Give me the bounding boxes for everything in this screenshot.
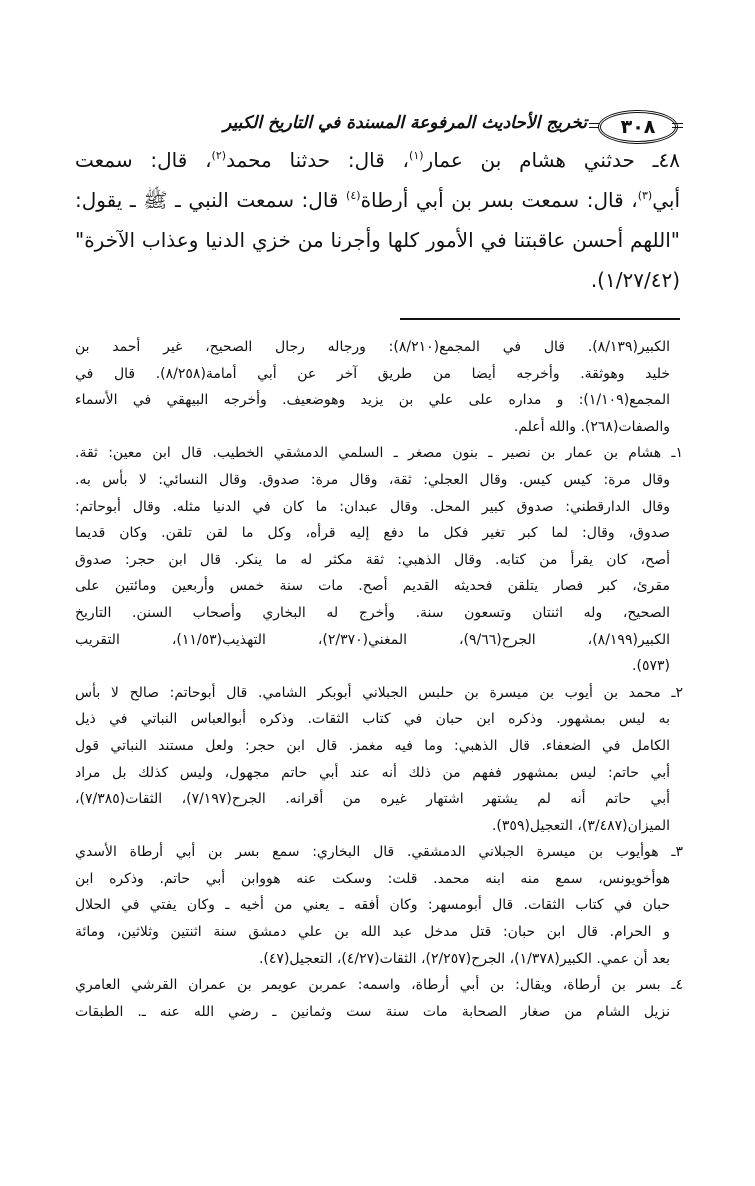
book-title: تخريج الأحاديث المرفوعة المسندة في التاريخ الكبير — [223, 113, 587, 133]
footnote-line: الكبير(٨/١٩٩)، الجرح(٩/٦٦)، المغني(٢/٣٧٠)، التهذيب(١١/٥٣)، التقريب — [75, 631, 670, 648]
footnote-line: الكامل في الضعفاء. قال الذهبي: وما فيه مغمز. قال ابن حجر: ولعل مستند النباتي قول — [75, 737, 670, 754]
footnote-continuation — [75, 334, 683, 440]
footnote-line: أصح، كان يقرأ من كتابه. وقال الذهبي: ثقة مكثر له ما ينكر. قال ابن حجر: صدوق — [75, 551, 670, 568]
footnote-line: (٥٧٣). — [632, 658, 670, 675]
hadith-line — [75, 260, 680, 300]
footnote-marker[interactable]: (٤) — [346, 189, 361, 202]
footnote-line: و الحرام. قال ابن حبان: قتل مدخل عبد الله بن علي دمشق سنة اثنتين وثلاثين، ومائة — [75, 924, 670, 941]
footnote-line: مقرئ، كبر فصار يتلقن فحديثه القديم أصح. مات سنة خمس وأربعين ومائتين على — [75, 578, 670, 595]
footnote-line: والصفات(٢٦٨). والله أعلم. — [513, 418, 670, 435]
footnote-line: ٤ـ بسر بن أرطاة، ويقال: بن أبي أرطاة، واسمه: عمربن عويمر بن عمران القرشي العامري — [75, 977, 683, 994]
hadith-line — [75, 180, 680, 220]
footnote-line: الصحيح، وله اثنتان وتسعون سنة. وأخرج له البخاري وأصحاب السنن. التاريخ — [75, 604, 670, 621]
footnote-line: الميزان(٣/٤٨٧)، التعجيل(٣٥٩). — [491, 817, 670, 834]
header-rule-right — [672, 123, 683, 128]
footnote-line: ٢ـ محمد بن أيوب بن ميسرة بن حلبس الجبلاني أبوبكر الشامي. قال أبوحاتم: صالح لا بأس — [75, 684, 683, 701]
footnote-line: نزيل الشام من صغار الصحابة مات سنة ست وثمانين ـ رضي الله عنه ـ. الطبقات — [75, 1003, 670, 1020]
footnote-line: صدوق، وقال: لما كبر تغير فكل ما دفع إليه قرأه، وكل ما لقن تلقن. وكان قديما — [75, 525, 670, 542]
hadith-text — [75, 140, 680, 300]
footnote-line: بعد أن عمي. الكبير(١/٣٧٨)، الجرح(٢/٢٥٧)، الثقات(٤/٢٧)، التعجيل(٤٧). — [258, 950, 670, 967]
footnote-marker[interactable]: (٣) — [637, 189, 653, 202]
footnote — [75, 440, 683, 679]
running-header — [75, 110, 683, 142]
footnote-line: هوأخويونس، سمع منه ابنه محمد. قلت: وسكت عنه هووابن أبي حاتم. وذكره ابن — [75, 870, 670, 887]
hadith-text-segment: (١/٢٧/٤٢). — [590, 268, 680, 292]
hadith-text-segment: ، قال: حدثنا محمد — [226, 148, 410, 172]
footnote-line: حبان في كتاب الثقات. قال أبومسهر: وكان أفقه ـ يعني من أخيه ـ وكان يفتي في الحلال — [75, 897, 670, 914]
hadith-text-segment: "اللهم أحسن عاقبتنا في الأمور كلها وأجرنا من خزي الدنيا وعذاب الآخرة" — [75, 228, 680, 252]
footnote-line: وقال مرة: كيس كيس. وقال العجلي: ثقة، وقال مرة: صدوق. وقال النسائي: لا بأس به. — [75, 471, 670, 488]
footnotes — [75, 334, 683, 1025]
footnote-separator — [400, 318, 680, 320]
footnote — [75, 680, 683, 840]
footnote-line: أبي حاتم: ليس بمشهور ففهم من ذلك أنه عند أبي حاتم مجهول، وليس كذلك بل مراد — [75, 764, 670, 781]
footnote — [75, 839, 683, 972]
footnote-line: أبي حاتم أنه لم يشتهر اشتهار غيره من أقرانه. الجرح(٧/١٩٧)، الثقات(٧/٣٨٥)، — [75, 791, 670, 808]
footnote — [75, 972, 683, 1025]
hadith-text-segment: أبي — [652, 188, 680, 212]
page-number: ٣٠٨ — [598, 110, 678, 144]
hadith-text-segment: ٤٨ـ حدثني هشام بن عمار — [423, 148, 681, 172]
hadith-text-segment: قال: سمعت النبي ـ ﷺ ـ يقول: — [75, 188, 347, 212]
footnote-line: المجمع(١/١٠٩): و مداره على علي بن يزيد وهوضعيف. وأخرجه البيهقي في الأسماء — [75, 392, 670, 409]
hadith-line — [75, 220, 680, 260]
footnote-line: وقال الدارقطني: صدوق كبير المحل. وقال عبدان: ما كان في الدنيا مثله. وقال أبوحاتم: — [75, 498, 670, 515]
footnote-line: ٣ـ هوأيوب بن ميسرة الجبلاني الدمشقي. قال البخاري: سمع بسر بن أبي أرطاة الأسدي — [75, 844, 683, 861]
footnote-marker[interactable]: (١) — [409, 149, 424, 162]
footnote-line: ١ـ هشام بن عمار بن نصير ـ بنون مصغر ـ السلمي الدمشقي الخطيب. قال ابن معين: ثقة. — [75, 445, 683, 462]
footnote-line: خليد وهوثقة. وأخرجه أيضا من طريق آخر عن أبي أمامة(٨/٢٥٨). قال في — [75, 365, 670, 382]
hadith-text-segment: ، قال: سمعت — [75, 148, 212, 172]
footnote-line: به ليس بمشهور. وذكره ابن حبان في كتاب الثقات. وذكره أبوالعباس النباتي في ذيل — [75, 711, 670, 728]
hadith-text-segment: ، قال: سمعت بسر بن أبي أرطاة — [360, 188, 638, 212]
footnote-line: الكبير(٨/١٣٩). قال في المجمع(٨/٢١٠): ورجاله رجال الصحيح، غير أحمد بن — [75, 339, 670, 355]
footnote-marker[interactable]: (٢) — [211, 149, 227, 162]
hadith-line — [75, 140, 680, 180]
